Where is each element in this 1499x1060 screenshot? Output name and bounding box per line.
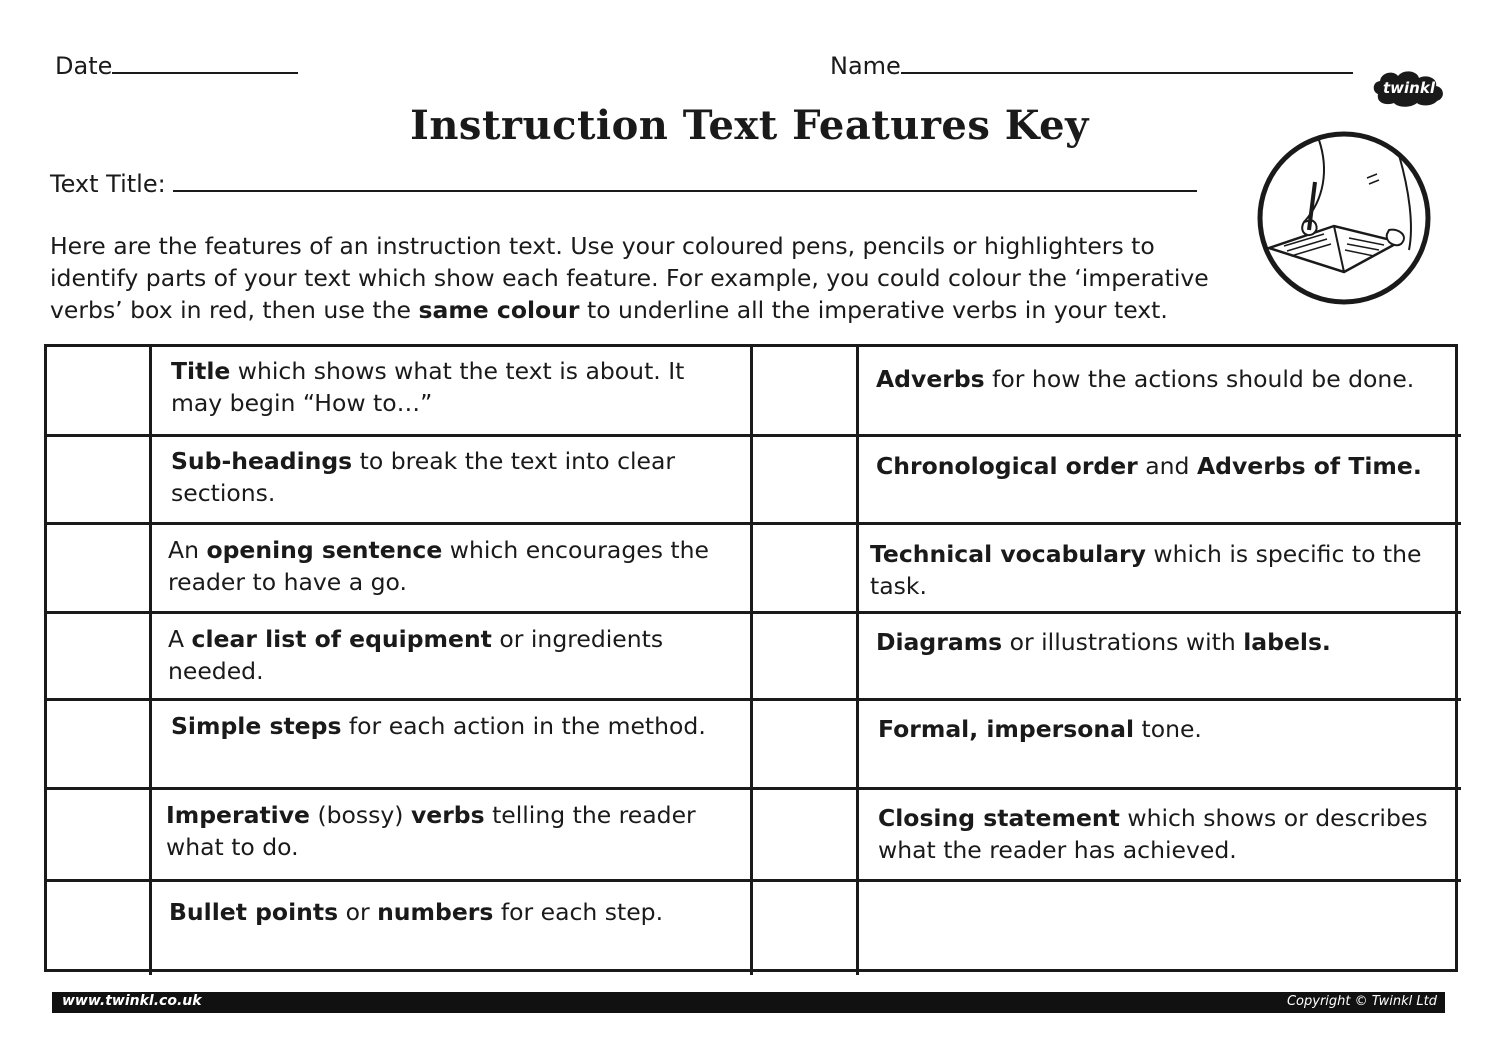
name-label: Name: [830, 52, 901, 80]
features-key-table: [44, 344, 1458, 972]
footer-url[interactable]: www.twinkl.co.uk: [62, 993, 202, 1009]
feature-closing-statement: Closing statement which shows or describes what the reader has achieved.: [878, 804, 1428, 864]
colour-box-adverbs[interactable]: [753, 347, 856, 434]
text-title-label: Text Title:: [50, 170, 166, 198]
feature-diagrams: Diagrams or illustrations with labels.: [876, 628, 1331, 656]
brand-text: twinkl: [1383, 79, 1435, 97]
row-divider: [47, 434, 1461, 437]
feature-formal-tone: Formal, impersonal tone.: [878, 715, 1202, 743]
feature-imperative-verbs: Imperative (bossy) verbs telling the reader what to do.: [166, 801, 696, 861]
feature-simple-steps: Simple steps for each action in the method.: [171, 712, 706, 740]
feature-subheadings: Sub-headings to break the text into clear sections.: [171, 447, 676, 507]
row-divider: [47, 522, 1461, 525]
name-line[interactable]: [901, 72, 1353, 74]
row-divider: [47, 879, 1461, 882]
date-line[interactable]: [112, 72, 298, 74]
row-divider: [47, 698, 1461, 701]
footer-copyright: Copyright © Twinkl Ltd: [1286, 994, 1437, 1009]
feature-chronological-order: Chronological order and Adverbs of Time.: [876, 452, 1422, 480]
row-divider: [47, 611, 1461, 614]
date-field[interactable]: [55, 52, 298, 80]
intro-part2: to underline all the imperative verbs in your text.: [579, 296, 1168, 324]
feature-equipment-list: A clear list of equipment or ingredients needed.: [168, 625, 664, 685]
feature-adverbs: Adverbs for how the actions should be done.: [876, 365, 1415, 393]
feature-title: Title which shows what the text is about. It may begin “How to…”: [171, 357, 685, 417]
footer-bar: [52, 992, 1445, 1013]
intro-paragraph: [50, 230, 1210, 326]
intro-bold: same colour: [418, 296, 580, 324]
writing-illustration: [1249, 130, 1439, 306]
feature-bullet-points: Bullet points or numbers for each step.: [169, 898, 664, 926]
name-field[interactable]: [830, 52, 1353, 80]
colour-box-title[interactable]: [47, 347, 149, 434]
page-title: Instruction Text Features Key: [410, 102, 1089, 149]
row-divider: [47, 787, 1461, 790]
intro-part1: Here are the features of an instruction text. Use your coloured pens, pencils or highlighters to identify parts of your text which show each feature. For example, you could colour the ‘imperative verbs’ box in red, then use the: [50, 232, 1209, 324]
text-title-line[interactable]: [173, 190, 1197, 192]
date-label: Date: [55, 52, 113, 80]
text-title-field[interactable]: [50, 170, 1197, 198]
feature-technical-vocabulary: Technical vocabulary which is specific to the task.: [870, 540, 1422, 600]
feature-opening-sentence: An opening sentence which encourages the reader to have a go.: [168, 536, 709, 596]
